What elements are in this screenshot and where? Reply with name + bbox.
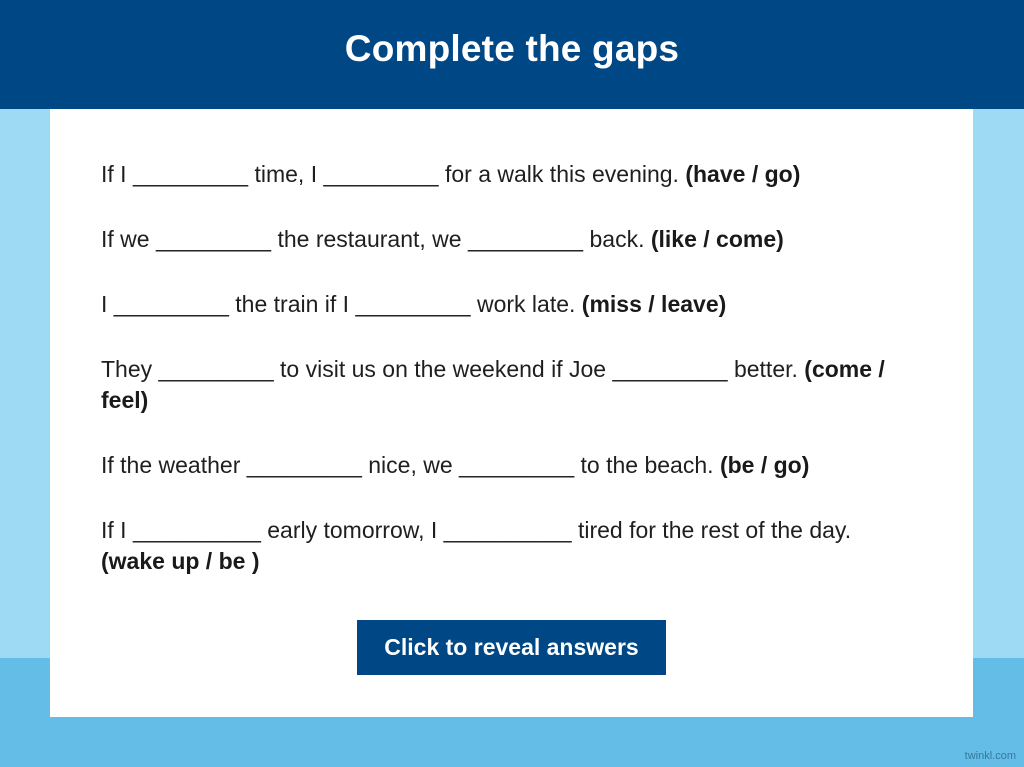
question-text: If I __________ early tomorrow, I __________ tired for the rest of the day. <box>101 517 852 543</box>
question-list <box>101 159 921 611</box>
question-hint: (come / feel) <box>101 356 885 413</box>
watermark-text: twinkl.com <box>964 750 1016 762</box>
question-hint: (miss / leave) <box>581 291 727 317</box>
question-hint: (like / come) <box>650 226 784 252</box>
question-item <box>101 450 921 481</box>
question-text: They _________ to visit us on the weekend if Joe _________ better. <box>101 356 805 382</box>
slide-header <box>0 0 1024 109</box>
slide-title: Complete the gaps <box>344 27 680 69</box>
question-item <box>101 515 921 577</box>
question-item <box>101 159 921 190</box>
question-text: I _________ the train if I _________ work late. <box>101 291 582 317</box>
question-hint: (be / go) <box>719 452 810 478</box>
question-item <box>101 289 921 320</box>
question-item <box>101 224 921 255</box>
question-item <box>101 354 921 416</box>
question-text: If we _________ the restaurant, we _________ back. <box>101 226 651 252</box>
question-text: If I _________ time, I _________ for a walk this evening. <box>101 161 686 187</box>
question-hint: (have / go) <box>685 161 801 187</box>
question-hint: (wake up / be ) <box>101 548 260 574</box>
content-card <box>50 109 973 717</box>
question-text: If the weather _________ nice, we _________ to the beach. <box>101 452 720 478</box>
reveal-answers-button[interactable]: Click to reveal answers <box>357 620 666 675</box>
